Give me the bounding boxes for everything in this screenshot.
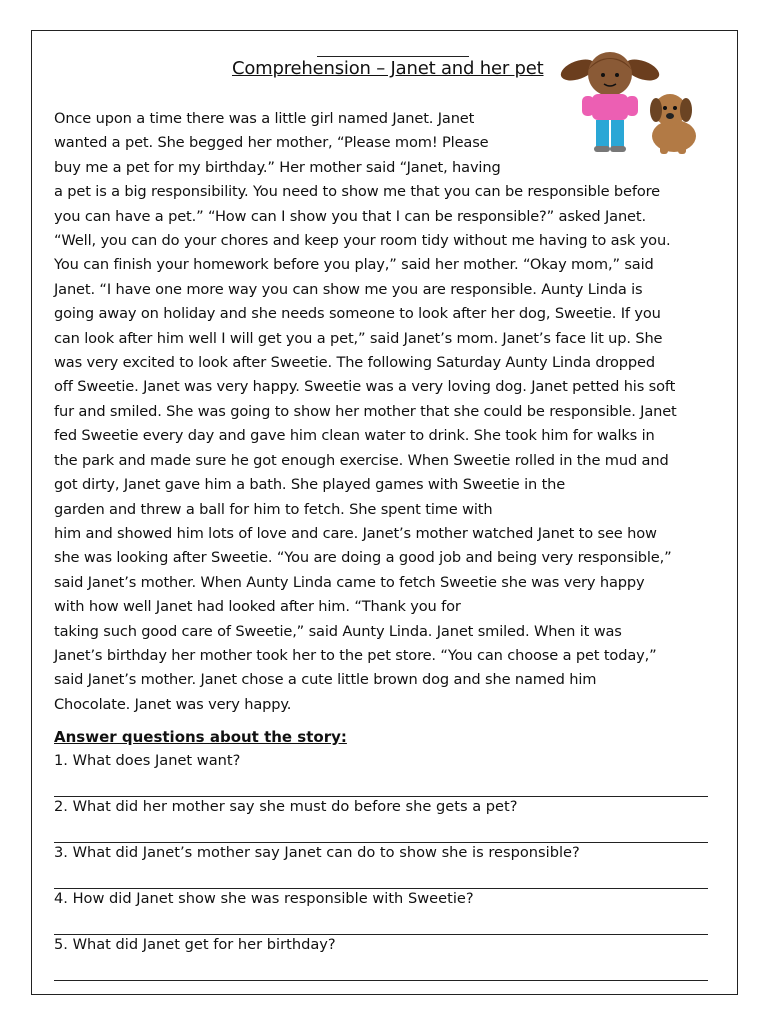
story-line: going away on holiday and she needs someone to look after her dog, Sweetie. If you	[54, 305, 661, 323]
story-line: was very excited to look after Sweetie. The following Saturday Aunty Linda dropped	[54, 354, 655, 372]
story-line: fur and smiled. She was going to show her mother that she could be responsible. Janet	[54, 402, 677, 420]
answer-line[interactable]	[54, 866, 708, 889]
story-line: can look after him well I will get you a pet,” said Janet’s mom. Janet’s face lit up. She	[54, 329, 663, 347]
answer-line[interactable]	[54, 958, 708, 981]
story-line: buy me a pet for my birthday.” Her mother said “Janet, having	[54, 158, 501, 176]
story-line: you can have a pet.” “How can I show you that I can be responsible?” asked Janet.	[54, 207, 646, 225]
question-item	[54, 844, 734, 889]
question-item	[54, 890, 734, 935]
story-line: off Sweetie. Janet was very happy. Sweetie was a very loving dog. Janet petted his soft	[54, 378, 676, 396]
story-line: Janet. “I have one more way you can show me you are responsible. Aunty Linda is	[54, 280, 643, 298]
answer-line[interactable]	[54, 912, 708, 935]
story-line: said Janet’s mother. When Aunty Linda came to fetch Sweetie she was very happy	[54, 573, 645, 591]
question-item	[54, 936, 734, 981]
story-line: him and showed him lots of love and care. Janet’s mother watched Janet to see how	[54, 524, 657, 542]
story-line: Once upon a time there was a little girl named Janet. Janet	[54, 110, 475, 127]
question-text: 3. What did Janet’s mother say Janet can do to show she is responsible?	[54, 844, 580, 861]
story-line: the park and made sure he got enough exercise. When Sweetie rolled in the mud and	[54, 451, 669, 469]
story-line: a pet is a big responsibility. You need to show me that you can be responsible before	[54, 183, 660, 201]
story-line: got dirty, Janet gave him a bath. She played games with Sweetie in the	[54, 476, 566, 494]
question-item	[54, 752, 734, 797]
question-text: 4. How did Janet show she was responsible with Sweetie?	[54, 890, 474, 907]
question-text: 5. What did Janet get for her birthday?	[54, 936, 336, 953]
story-line: Chocolate. Janet was very happy.	[54, 695, 292, 713]
questions-heading: Answer questions about the story:	[54, 728, 347, 746]
story-line: said Janet’s mother. Janet chose a cute little brown dog and she named him	[54, 671, 597, 689]
story-text	[54, 107, 744, 717]
answer-line[interactable]	[54, 774, 708, 797]
story-line: wanted a pet. She begged her mother, “Please mom! Please	[54, 134, 489, 152]
story-line: garden and threw a ball for him to fetch. She spent time with	[54, 500, 493, 518]
question-text: 1. What does Janet want?	[54, 752, 241, 769]
story-line: fed Sweetie every day and gave him clean water to drink. She took him for walks in	[54, 427, 655, 445]
story-line: with how well Janet had looked after him. “Thank you for	[54, 598, 461, 616]
name-line	[317, 56, 469, 57]
questions-section	[54, 728, 734, 982]
story-line: taking such good care of Sweetie,” said Aunty Linda. Janet smiled. When it was	[54, 622, 622, 640]
page-title: Comprehension – Janet and her pet	[232, 58, 544, 79]
answer-line[interactable]	[54, 820, 708, 843]
story-line: she was looking after Sweetie. “You are doing a good job and being very responsible,”	[54, 549, 672, 567]
story-line: “Well, you can do your chores and keep your room tidy without me having to ask you.	[54, 232, 671, 250]
question-text: 2. What did her mother say she must do before she gets a pet?	[54, 798, 518, 815]
question-item	[54, 798, 734, 843]
story-line: Janet’s birthday her mother took her to the pet store. “You can choose a pet today,”	[54, 646, 657, 664]
story-line: You can finish your homework before you play,” said her mother. “Okay mom,” said	[54, 256, 654, 274]
